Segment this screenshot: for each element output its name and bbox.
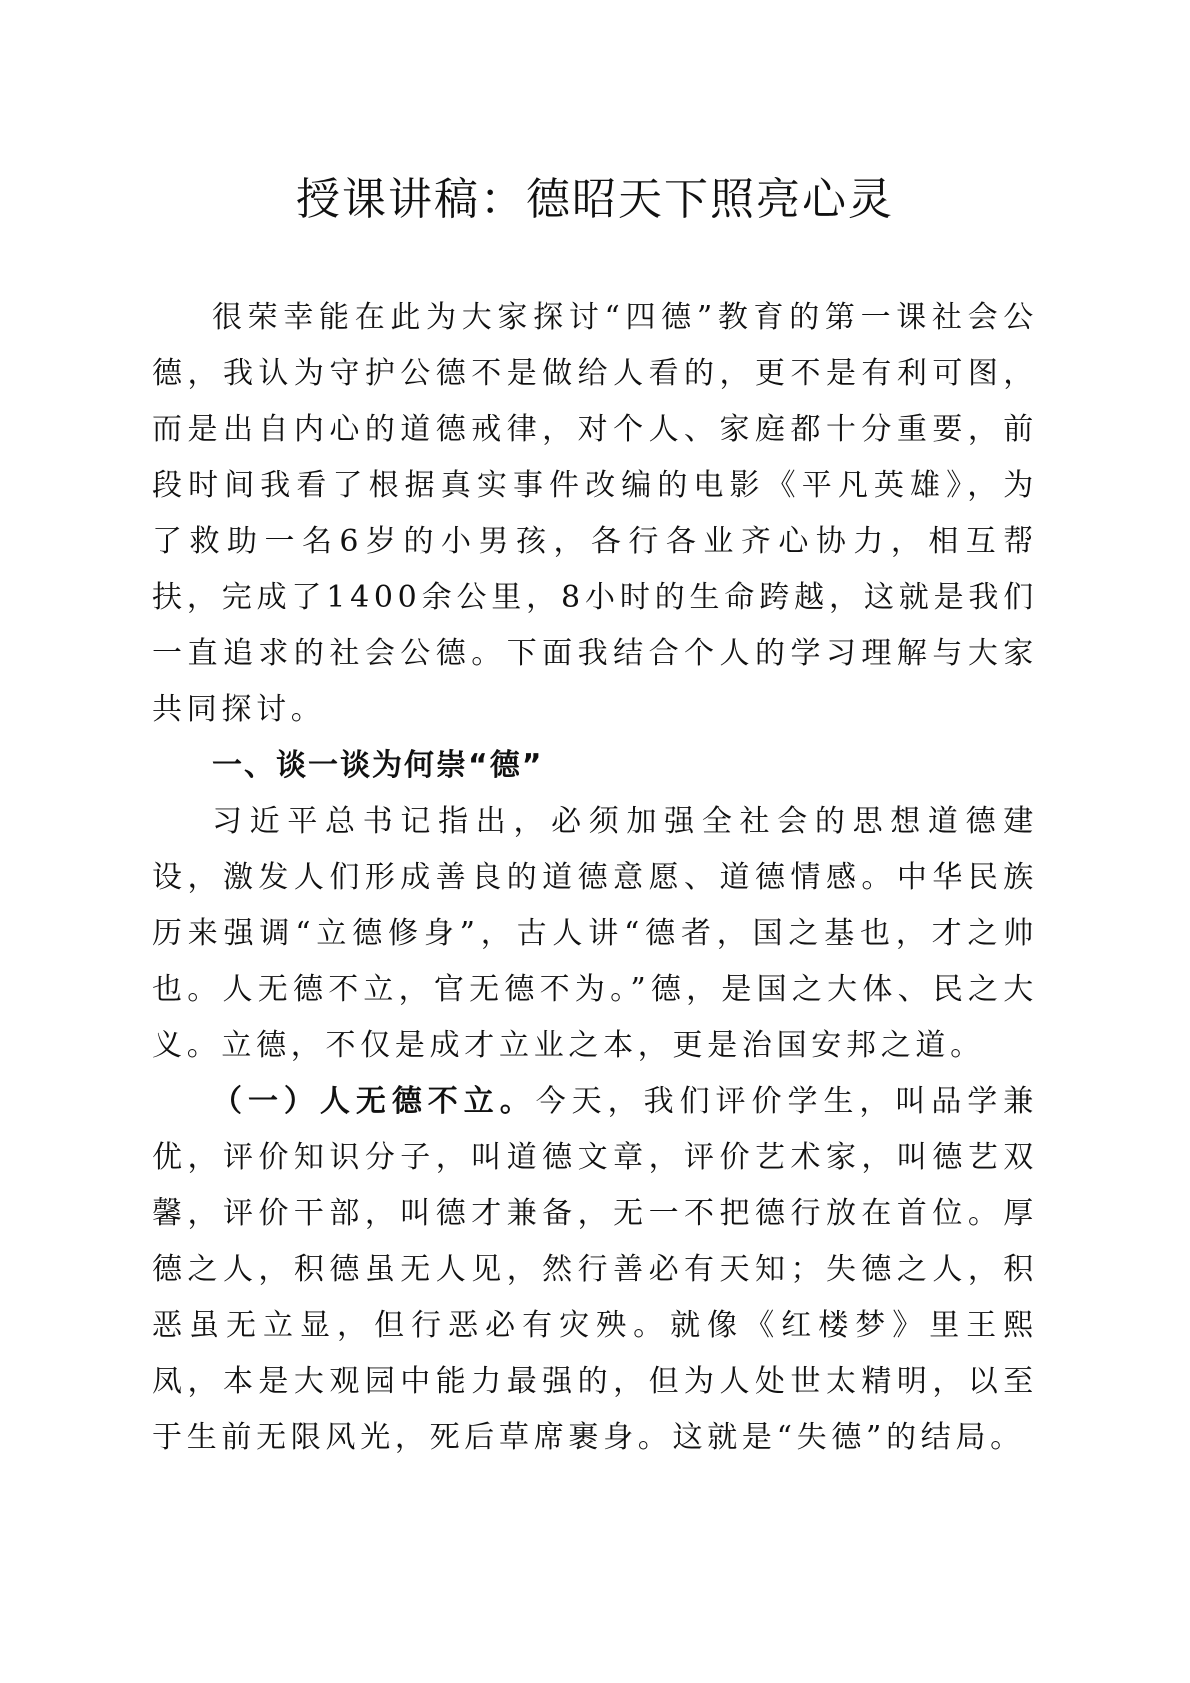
subsection-lead: （一）人无德不立。 bbox=[212, 1084, 536, 1119]
document-title: 授课讲稿：德昭天下照亮心灵 bbox=[296, 174, 894, 225]
section-heading: 一、谈一谈为何崇“德” bbox=[212, 748, 544, 783]
subsection-paragraph bbox=[152, 1074, 1038, 1466]
intro-paragraph: 很荣幸能在此为大家探讨“四德”教育的第一课社会公德，我认为守护公德不是做给人看的，更不是有利可图，而是出自内心的道德戒律，对个人、家庭都十分重要，前段时间我看了根据真实事件改编的电影《平凡英雄》，为了救助一名6岁的小男孩，各行各业齐心协力，相互帮扶，完成了1400余公里，8小时的生命跨越，这就是我们一直追求的社会公德。下面我结合个人的学习理解与大家共同探讨。 bbox=[152, 300, 1038, 727]
section-paragraph: 习近平总书记指出，必须加强全社会的思想道德建设，激发人们形成善良的道德意愿、道德情感。中华民族历来强调“立德修身”，古人讲“德者，国之基也，才之帅也。人无德不立，官无德不为。”德，是国之大体、民之大义。立德，不仅是成才立业之本，更是治国安邦之道。 bbox=[152, 804, 1038, 1063]
subsection-text: 今天，我们评价学生，叫品学兼优，评价知识分子，叫道德文章，评价艺术家，叫德艺双馨，评价干部，叫德才兼备，无一不把德行放在首位。厚德之人，积德虽无人见，然行善必有天知；失德之人，积恶虽无立显，但行恶必有灾殃。就像《红楼梦》里王熙凤，本是大观园中能力最强的，但为人处世太精明，以至于生前无限风光，死后草席裹身。这就是“失德”的结局。 bbox=[152, 1084, 1038, 1455]
document-body bbox=[152, 290, 1038, 1466]
